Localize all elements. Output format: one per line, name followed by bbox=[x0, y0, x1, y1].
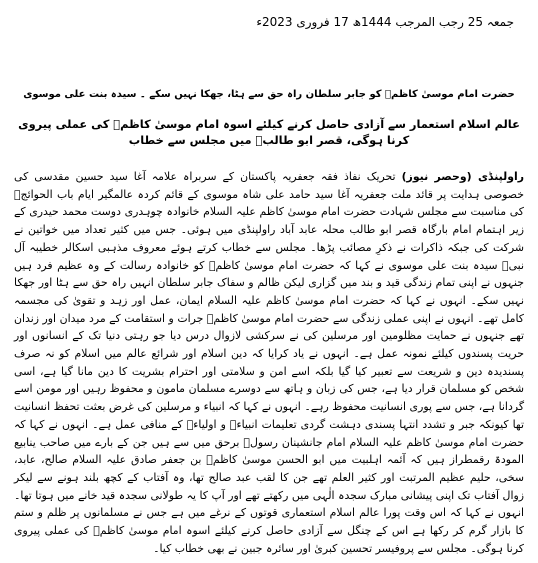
article-title: حضرت امام موسیٰ کاظمؑ کو جابر سلطان راہ حق سے ہٹا، جھکا نہیں سکے ۔ سیدہ بنت علی موسوی bbox=[23, 89, 515, 100]
article-subtitle: عالم اسلام استعمار سے آزادی حاصل کرنے کیلئے اسوہ امام موسیٰ کاظمؑ کی عملی پیروی کرنا ہوگی، قصر ابو طالبؑ میں مجلس سے خطاب bbox=[18, 117, 520, 147]
article-body bbox=[14, 168, 524, 557]
date-line: جمعہ 25 رجب المرجب 1444ھ 17 فروری 2023ء bbox=[256, 15, 514, 29]
article-dateline: راولپنڈی (وحصر نیوز) bbox=[401, 170, 524, 183]
article-body-text: تحریک نفاذ فقہ جعفریہ پاکستان کے سربراہ علامہ آغا سید حسین مقدسی کی خصوصی ہدایت پر قائد ملت جعفریہ آغا سید حامد علی شاہ موسوی کے قائم کردہ عالمگیر ایام باب الحوائجؑ کی مناسبت سے مجلس شہادت حضرت امام موسیٰ کاظم علیہ السلام خانوادہ چوہدری دوست محمد حیدری کے زیر اہتمام امام بارگاہ قصر ابو طالب محلہ عابد آباد راولپنڈی میں ہوئی۔ جس میں کثیر تعداد میں خواتین نے شرکت کی جبکہ ذاکرات نے ذکرِ مصائب پڑھا۔ مجلس سے خطاب کرتے ہوئے معروف مذہبی اسکالر خطیبہ آل نبیؐ سیدہ بنت علی موسوی نے کہا کہ حضرت امام موسیٰ کاظمؑ کو خانوادہ رسالت کے وہ عظیم فرد ہیں جنہوں نے اپنی تمام زندگی قید و بند میں گزاری لیکن ظالم و سفاک جابر سلطان انہیں راہ حق سے ہٹا اور جھکا نہیں سکے۔ انہوں نے کہا کہ حضرت امام موسیٰ کاظم علیہ السلام ایمان، عمل اور زہد و تقویٰ کی مجسمہ کامل تھے۔ انہوں نے اپنی عملی زندگی سے حضرت امام موسیٰ کاظمؑ جرات و استقامت کے مرد میدان اور زندان تھے جنہوں نے حمایت مظلومین اور مرسلین کی نے سرکشی لازوال درس دیا جو رہتی دنیا تک کے انسانوں اور حریت پسندوں کیلئے نمونہ عمل ہے۔ انہوں نے یاد کرایا کہ دین اسلام اور شرائع عالم میں اسلام کو نہ صرف پسندیدہ دین و شریعت سے تعبیر کیا گیا بلکہ اسے امن و سلامتی اور احترام بشریت کا دین مانا گیا ہے، اسی شخص کو مسلمان قرار دیا ہے، جس کی زبان و ہاتھ سے دوسرے مسلمان مامون و محفوظ رہیں اور مومن اسے گردانا ہے، جس سے پوری انسانیت محفوظ رہے۔ انہوں نے کہا کہ انبیاء و مرسلین کی غرض بعثت تحفظ انسانیت تھا کیونکہ جبر و تشدد انتہا پسندی دہشت گردی تعلیمات انبیاءؑ و اولیاءؑ کے منافی عمل ہے۔ انہوں نے کہا کہ حضرت امام موسیٰ کاظم علیہ السلام امام جانشینان رسولؐ برحق میں سے ہیں جن کے بارے میں صاحب ینابیع المودۃ رقمطراز ہیں کہ آئمہ اہلبیت میں ابو الحسن موسیٰ کاظمؑ بن جعفر صادق علیہ السلام صالح، عابد، سخی، حلیم عظیم المرتبت اور کثیر العلم تھے جن کا لقب عبد صالح تھا، وہ آفتاب کے کچھ بلند ہونے سے لیکر زوال آفتاب تک اپنی پیشانی مبارک سجدہ الٰہی میں رکھتے تھے اور آپ کا یہ طولانی سجدہ قید خانے میں ہوتا تھا۔ انہوں نے کہا کہ اس وقت پورا عالم اسلام استعماری قوتوں کے نرغے میں ہے جس نے مسلمانوں پر ظلم و ستم کا بازار گرم کر رکھا ہے اس کے چنگل سے آزادی حاصل کرنے کیلئے اسوہ امام موسیٰ کاظمؑ کی عملی پیروی کرنا ہوگی۔ مجلس سے پروفیسر تحسین کبریٰ اور سائرہ جبین نے بھی خطاب کیا۔ bbox=[14, 170, 524, 555]
